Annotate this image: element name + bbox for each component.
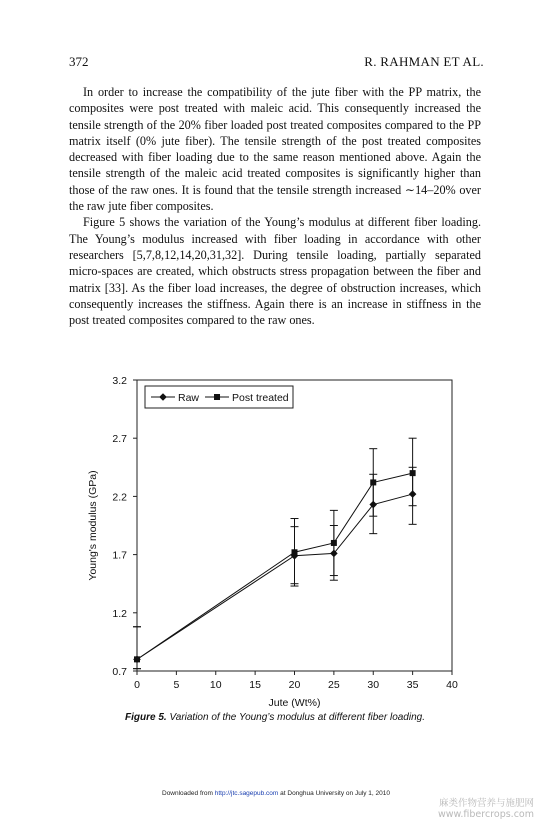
legend-label: Post treated bbox=[232, 392, 289, 404]
watermark-line-2: www.fibercrops.com bbox=[437, 809, 534, 820]
x-tick-label: 5 bbox=[173, 679, 180, 691]
y-axis-label: Young's modulus (GPa) bbox=[87, 470, 99, 581]
x-tick-label: 25 bbox=[328, 679, 340, 691]
x-tick-label: 30 bbox=[367, 679, 380, 691]
source-link[interactable]: http://jtc.sagepub.com bbox=[214, 790, 279, 797]
y-tick-label: 1.7 bbox=[112, 549, 127, 562]
data-point-square bbox=[370, 479, 376, 485]
data-point-square bbox=[134, 656, 140, 662]
legend-label: Raw bbox=[178, 392, 200, 404]
y-tick-label: 3.2 bbox=[112, 375, 127, 387]
x-tick-label: 20 bbox=[288, 679, 301, 691]
series-line-1 bbox=[137, 494, 413, 659]
figure-caption bbox=[69, 712, 481, 723]
y-tick-label: 0.7 bbox=[112, 666, 127, 678]
data-point-square bbox=[410, 470, 416, 476]
data-point-square bbox=[292, 549, 298, 555]
x-tick-label: 15 bbox=[249, 679, 261, 691]
paragraph-2: Figure 5 shows the variation of the Young’s modulus at different fiber loading. The Young’s modulus increased with fiber loading in accordance with other researchers [5,7,8,12,14,20,31,32]. During tensile loading, partially separated micro-spaces are created, which obstructs stress propagation between the fiber and matrix [33]. As the fiber load increases, the degree of obstruction increases, which consequently increases the stiffness. Again there is an increase in stiffness in the post treated composites compared to the raw ones. bbox=[69, 215, 481, 328]
running-head-initial: R. R bbox=[364, 54, 390, 69]
watermark-line-1: 麻类作物营养与施肥网 bbox=[438, 798, 534, 809]
legend-marker-square bbox=[214, 394, 220, 400]
y-tick-label: 2.7 bbox=[112, 433, 127, 446]
x-tick-label: 10 bbox=[209, 679, 222, 691]
figure-label: Figure 5. bbox=[124, 712, 167, 723]
x-tick-label: 40 bbox=[446, 679, 458, 691]
running-head-author: AHMAN ET AL. bbox=[389, 54, 484, 69]
download-note bbox=[0, 790, 552, 797]
watermark bbox=[438, 798, 534, 820]
y-tick-label: 2.2 bbox=[112, 491, 127, 504]
x-tick-label: 0 bbox=[134, 679, 140, 691]
x-axis-label: Jute (Wt%) bbox=[268, 697, 321, 709]
x-tick-label: 35 bbox=[406, 679, 419, 691]
download-suffix: at Donghua University on July 1, 2010 bbox=[278, 790, 390, 797]
data-point-square bbox=[331, 540, 337, 546]
y-tick-label: 1.2 bbox=[112, 607, 127, 620]
paragraph-1: In order to increase the compatibility of the jute fiber with the PP matrix, the composites were post treated with maleic acid. This consequently increased the tensile strength of the 20% fiber loaded post treated composites compared to the PP matrix itself (0% jute fiber). The tensile strength of the post treated composites decreased with fiber loading due to the same reason mentioned above. Again the tensile strength of the maleic acid treated composites is significantly higher than those of the raw ones. It is found that the tensile strength increased ∼14–20% over the raw jute fiber composites. bbox=[69, 85, 481, 214]
page-number: 372 bbox=[69, 54, 89, 69]
download-prefix: Downloaded from bbox=[162, 790, 215, 797]
figure-caption-text: Variation of the Young’s modulus at different fiber loading. bbox=[169, 712, 425, 723]
series-line-2 bbox=[137, 473, 413, 659]
